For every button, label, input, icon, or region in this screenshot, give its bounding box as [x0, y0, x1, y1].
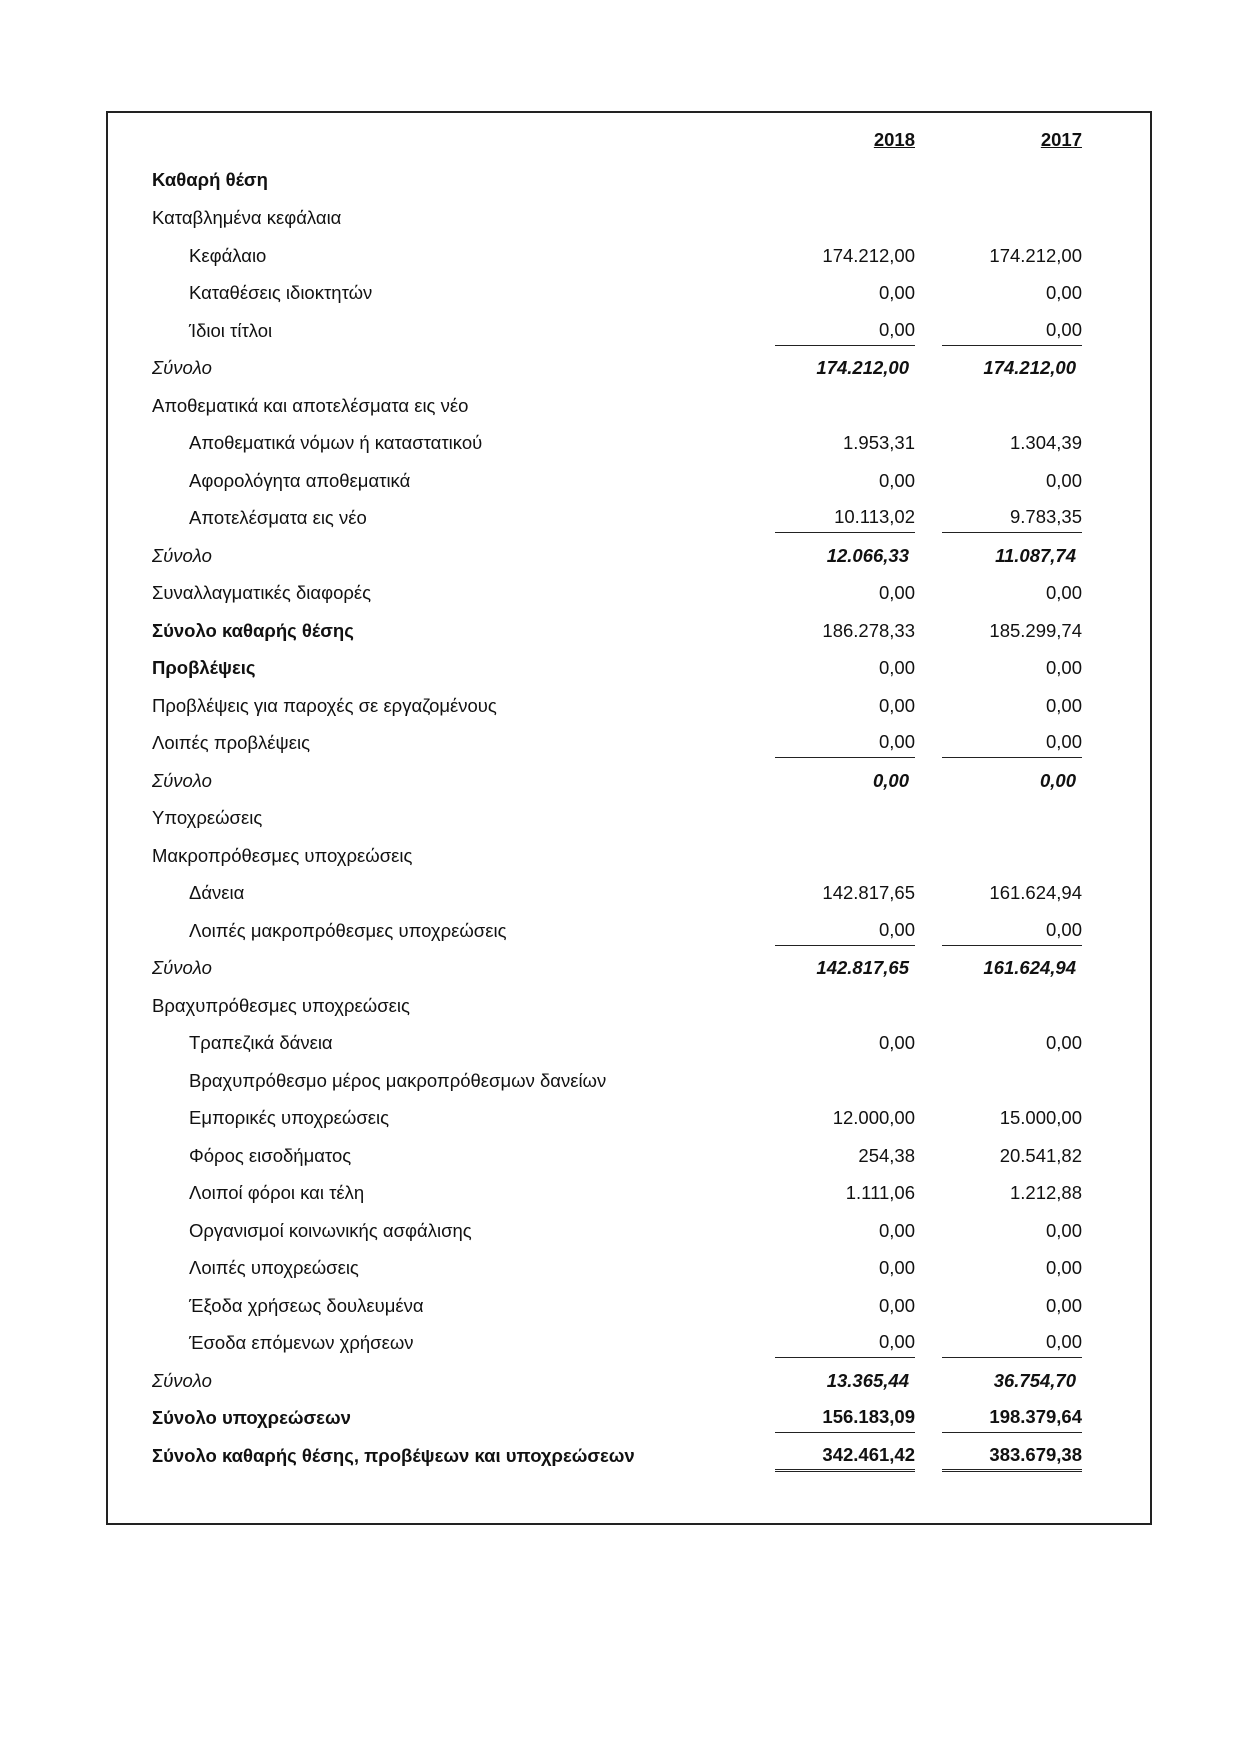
table-row	[108, 1028, 1150, 1058]
value-2017: 0,00	[1045, 282, 1082, 303]
value-2017: 1.212,88	[1009, 1182, 1082, 1203]
value-2017: 198.379,64	[942, 1403, 1082, 1433]
group-paid-capital-heading	[108, 203, 1150, 233]
row-label: Υποχρεώσεις	[152, 807, 263, 828]
value-2017: 0,00	[1045, 1220, 1082, 1241]
subtotal-row	[108, 541, 1150, 571]
table-row	[108, 428, 1150, 458]
row-label: Σύνολο	[152, 357, 212, 378]
value-2018: 0,00	[775, 1328, 915, 1358]
row-label: Κεφάλαιο	[189, 245, 267, 266]
row-label: Σύνολο	[152, 545, 212, 566]
balance-sheet-frame	[106, 111, 1152, 1525]
value-2017: 15.000,00	[999, 1107, 1082, 1128]
value-2018: 254,38	[858, 1145, 915, 1166]
row-label: Σύνολο	[152, 770, 212, 791]
group-short-term-heading	[108, 991, 1150, 1021]
value-2018: 12.000,00	[832, 1107, 915, 1128]
value-2017: 0,00	[1045, 1257, 1082, 1278]
value-2017: 0,00	[1045, 470, 1082, 491]
row-label: Καθαρή θέση	[152, 169, 268, 190]
row-label: Αφορολόγητα αποθεματικά	[189, 470, 411, 491]
value-2017: 20.541,82	[999, 1145, 1082, 1166]
value-2017: 0,00	[942, 728, 1082, 758]
row-label: Αποθεματικά νόμων ή καταστατικού	[189, 432, 483, 453]
row-label: Εμπορικές υποχρεώσεις	[189, 1107, 390, 1128]
table-row	[108, 1141, 1150, 1171]
row-label: Λοιπές μακροπρόθεσμες υποχρεώσεις	[189, 920, 507, 941]
year-2017-header: 2017	[1040, 129, 1082, 150]
subtotal-row	[108, 1366, 1150, 1396]
row-label: Σύνολο υποχρεώσεων	[152, 1407, 351, 1428]
row-label: Έσοδα επόμενων χρήσεων	[189, 1332, 414, 1353]
value-2018: 0,00	[878, 1295, 915, 1316]
value-2017: 161.624,94	[989, 882, 1082, 903]
provisions-row	[108, 653, 1150, 683]
group-long-term-heading	[108, 841, 1150, 871]
value-2017: 161.624,94	[983, 957, 1076, 978]
value-2017: 36.754,70	[993, 1370, 1076, 1391]
table-row	[108, 1216, 1150, 1246]
subtotal-row	[108, 353, 1150, 383]
value-2017: 0,00	[1045, 1295, 1082, 1316]
table-row	[108, 466, 1150, 496]
value-2017: 0,00	[942, 1328, 1082, 1358]
table-row	[108, 1291, 1150, 1321]
value-2018: 1.111,06	[845, 1182, 915, 1203]
value-2018: 0,00	[878, 582, 915, 603]
value-2017: 0,00	[1045, 695, 1082, 716]
value-2018: 13.365,44	[826, 1370, 909, 1391]
value-2018: 0,00	[878, 470, 915, 491]
row-label: Ίδιοι τίτλοι	[189, 320, 273, 341]
value-2017: 0,00	[1045, 657, 1082, 678]
grand-total-row	[108, 1441, 1150, 1471]
value-2017: 11.087,74	[995, 545, 1076, 566]
row-label: Μακροπρόθεσμες υποχρεώσεις	[152, 845, 413, 866]
table-row	[108, 1103, 1150, 1133]
value-2018: 1.953,31	[842, 432, 915, 453]
row-label: Σύνολο	[152, 957, 212, 978]
value-2018: 12.066,33	[826, 545, 909, 566]
table-row	[108, 241, 1150, 271]
row-label: Έξοδα χρήσεως δουλευμένα	[189, 1295, 424, 1316]
value-2017: 383.679,38	[942, 1441, 1082, 1472]
value-2017: 0,00	[942, 916, 1082, 946]
row-label: Σύνολο	[152, 1370, 212, 1391]
value-2018: 142.817,65	[822, 882, 915, 903]
value-2017: 185.299,74	[989, 620, 1082, 641]
row-label: Σύνολο καθαρής θέσης	[152, 620, 354, 641]
value-2018: 174.212,00	[822, 245, 915, 266]
value-2018: 0,00	[878, 282, 915, 303]
table-row	[108, 1253, 1150, 1283]
row-label: Φόρος εισοδήματος	[189, 1145, 352, 1166]
row-label: Σύνολο καθαρής θέσης, προβέψεων και υποχρεώσεων	[152, 1445, 635, 1466]
value-2017: 0,00	[1045, 1032, 1082, 1053]
equity-total-row	[108, 616, 1150, 646]
value-2018: 156.183,09	[775, 1403, 915, 1433]
value-2018: 174.212,00	[816, 357, 909, 378]
value-2017: 1.304,39	[1009, 432, 1082, 453]
value-2018: 0,00	[775, 728, 915, 758]
row-label: Λοιπές προβλέψεις	[152, 732, 310, 753]
row-label: Συναλλαγματικές διαφορές	[152, 582, 372, 603]
table-row	[108, 278, 1150, 308]
section-equity-heading	[108, 165, 1150, 195]
value-2018: 0,00	[878, 1257, 915, 1278]
value-2018: 0,00	[878, 1220, 915, 1241]
row-label: Αποτελέσματα εις νέο	[189, 507, 367, 528]
group-reserves-heading	[108, 391, 1150, 421]
value-2017: 0,00	[942, 316, 1082, 346]
table-row	[108, 878, 1150, 908]
table-row	[108, 578, 1150, 608]
year-header-row	[108, 125, 1150, 155]
row-label: Λοιπές υποχρεώσεις	[189, 1257, 359, 1278]
value-2017: 174.212,00	[989, 245, 1082, 266]
row-label: Δάνεια	[189, 882, 245, 903]
value-2017: 9.783,35	[942, 503, 1082, 533]
value-2018: 0,00	[872, 770, 909, 791]
row-label: Βραχυπρόθεσμες υποχρεώσεις	[152, 995, 410, 1016]
row-label: Αποθεματικά και αποτελέσματα εις νέο	[152, 395, 469, 416]
table-row	[108, 1066, 1150, 1096]
value-2017: 0,00	[1045, 582, 1082, 603]
table-row	[108, 916, 1150, 946]
value-2018: 0,00	[878, 657, 915, 678]
table-row	[108, 691, 1150, 721]
year-2018-header: 2018	[873, 129, 915, 150]
table-row	[108, 1178, 1150, 1208]
value-2018: 342.461,42	[775, 1441, 915, 1472]
value-2018: 0,00	[878, 695, 915, 716]
row-label: Προβλέψεις για παροχές σε εργαζομένους	[152, 695, 497, 716]
value-2018: 0,00	[775, 316, 915, 346]
section-liabilities-heading	[108, 803, 1150, 833]
row-label: Λοιποί φόροι και τέλη	[189, 1182, 365, 1203]
row-label: Βραχυπρόθεσμο μέρος μακροπρόθεσμων δανείων	[189, 1070, 607, 1091]
table-row	[108, 1328, 1150, 1358]
value-2018: 142.817,65	[816, 957, 909, 978]
table-row	[108, 728, 1150, 758]
value-2018: 0,00	[775, 916, 915, 946]
value-2018: 0,00	[878, 1032, 915, 1053]
value-2017: 174.212,00	[983, 357, 1076, 378]
subtotal-row	[108, 766, 1150, 796]
row-label: Καταβλημένα κεφάλαια	[152, 207, 342, 228]
row-label: Καταθέσεις ιδιοκτητών	[189, 282, 373, 303]
row-label: Προβλέψεις	[152, 657, 256, 678]
row-label: Τραπεζικά δάνεια	[189, 1032, 333, 1053]
table-row	[108, 503, 1150, 533]
subtotal-row	[108, 953, 1150, 983]
table-row	[108, 316, 1150, 346]
value-2018: 186.278,33	[822, 620, 915, 641]
value-2018: 10.113,02	[775, 503, 915, 533]
value-2017: 0,00	[1039, 770, 1076, 791]
row-label: Οργανισμοί κοινωνικής ασφάλισης	[189, 1220, 472, 1241]
liabilities-total-row	[108, 1403, 1150, 1433]
